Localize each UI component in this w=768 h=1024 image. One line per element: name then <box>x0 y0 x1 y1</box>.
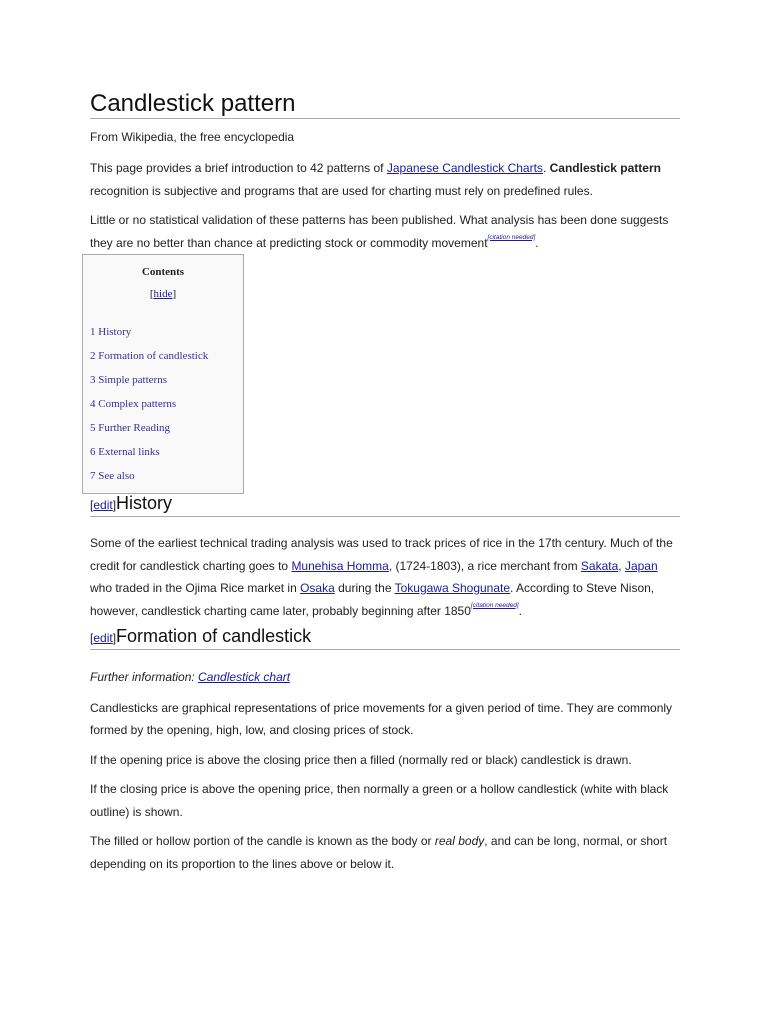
intro-bold-term: Candlestick pattern <box>549 161 661 175</box>
japanese-candlestick-charts-link[interactable]: Japanese Candlestick Charts <box>386 161 543 175</box>
formation-text: , and can be long, normal, or short depending on its proportion to the lines above or below it. <box>90 834 668 871</box>
history-paragraph <box>90 532 680 622</box>
tokugawa-shogunate-link[interactable]: Tokugawa Shogunate <box>394 581 511 595</box>
toc-item-label: Complex patterns <box>98 398 177 410</box>
history-text: . According to Steve Nison, however, candlestick charting came later, probably beginning after 1850 <box>90 581 655 618</box>
article-subtitle: From Wikipedia, the free encyclopedia <box>90 130 295 144</box>
history-heading: History <box>116 493 173 513</box>
formation-paragraph-2: If the opening price is above the closing price then a filled (normally red or black) candlestick is drawn. <box>90 752 632 767</box>
toc-item-label: History <box>98 326 132 338</box>
citation-needed-link[interactable]: [citation needed] <box>470 601 519 609</box>
edit-bracket: [ <box>90 631 94 645</box>
formation-text: The filled or hollow portion of the candle is known as the body or <box>90 834 435 848</box>
table-of-contents <box>82 254 244 494</box>
toc-bracket: [ <box>149 288 154 300</box>
formation-paragraph-3: If the closing price is above the opening price, then normally a green or a hollow candlestick (white with black outline) is shown. <box>90 782 669 819</box>
history-text: Some of the earliest technical trading analysis was used to track prices of rice in the 17th century. Much of the credit for candlestick charting goes to <box>90 536 673 573</box>
edit-section-control <box>90 498 116 512</box>
formation-body <box>90 666 680 875</box>
toc-item-label: Formation of candlestick <box>98 350 209 362</box>
intro-text: . <box>535 235 539 250</box>
article <box>90 90 680 871</box>
history-text: during the <box>334 581 395 595</box>
toc-item-number: 3 <box>90 374 96 386</box>
intro-paragraph-1 <box>90 157 680 202</box>
toc-item-further-reading[interactable] <box>90 421 243 435</box>
edit-bracket: ] <box>112 631 117 645</box>
intro-text: Little or no statistical validation of these patterns has been published. What analysis has been done suggests they are no better than chance at predicting stock or commodity movement <box>90 213 669 250</box>
further-info-prefix: Further information: <box>90 670 199 684</box>
formation-heading: Formation of candlestick <box>116 626 312 646</box>
further-information-note <box>90 666 680 689</box>
toc-item-label: Further Reading <box>98 422 171 434</box>
japan-link[interactable]: Japan <box>624 558 658 573</box>
history-text: . <box>518 603 522 618</box>
section-heading <box>90 625 680 650</box>
intro-text: This page provides a brief introduction to 42 patterns of <box>90 161 387 175</box>
intro-paragraph-2 <box>90 209 680 254</box>
toc-hide-toggle <box>83 287 243 301</box>
toc-item-simple-patterns[interactable] <box>90 373 243 387</box>
citation-needed-link[interactable]: [citation needed] <box>487 233 536 241</box>
history-text: , (1724-1803), a rice merchant from <box>388 558 581 573</box>
toc-item-number: 7 <box>90 470 96 482</box>
toc-item-number: 2 <box>90 350 96 362</box>
real-body-term: real body <box>434 834 485 848</box>
toc-item-label: External links <box>98 446 160 458</box>
osaka-link[interactable]: Osaka <box>300 581 335 595</box>
intro-text: . <box>542 161 550 175</box>
toc-item-number: 4 <box>90 398 96 410</box>
citation-needed <box>488 234 536 241</box>
page-title: Candlestick pattern <box>90 90 680 119</box>
toc-item-see-also[interactable] <box>90 469 243 483</box>
toc-list <box>83 325 243 483</box>
edit-bracket: [ <box>90 498 94 512</box>
history-text: who traded in the Ojima Rice market in <box>90 581 301 595</box>
toc-hide-link[interactable]: hide <box>153 288 173 300</box>
toc-item-formation[interactable] <box>90 349 243 363</box>
toc-item-number: 6 <box>90 446 96 458</box>
intro-text: recognition is subjective and programs that are used for charting must rely on predefined rules. <box>90 183 593 198</box>
candlestick-chart-link[interactable]: Candlestick chart <box>198 670 291 684</box>
toc-item-number: 5 <box>90 422 96 434</box>
toc-bracket: ] <box>172 288 177 300</box>
section-heading <box>90 492 680 517</box>
citation-needed <box>471 602 519 609</box>
munehisa-homma-link[interactable]: Munehisa Homma <box>291 558 389 573</box>
toc-item-complex-patterns[interactable] <box>90 397 243 411</box>
toc-item-external-links[interactable] <box>90 445 243 459</box>
toc-item-number: 1 <box>90 326 96 338</box>
formation-paragraph-1: Candlesticks are graphical representations of price movements for a given period of time. They are commonly formed by the opening, high, low, and closing prices of stock. <box>90 700 673 737</box>
formation-paragraph-4 <box>90 830 680 875</box>
edit-section-control <box>90 631 116 645</box>
edit-bracket: ] <box>112 498 117 512</box>
history-text: , <box>618 558 625 573</box>
sakata-link[interactable]: Sakata <box>580 558 619 573</box>
toc-item-label: See also <box>98 470 135 482</box>
section-history <box>90 492 680 622</box>
edit-history-link[interactable]: edit <box>93 498 113 512</box>
edit-formation-link[interactable]: edit <box>93 631 113 645</box>
toc-item-label: Simple patterns <box>98 374 167 386</box>
toc-item-history[interactable] <box>90 325 243 339</box>
section-formation <box>90 625 680 875</box>
history-body <box>90 532 680 622</box>
toc-title: Contents <box>141 266 185 278</box>
